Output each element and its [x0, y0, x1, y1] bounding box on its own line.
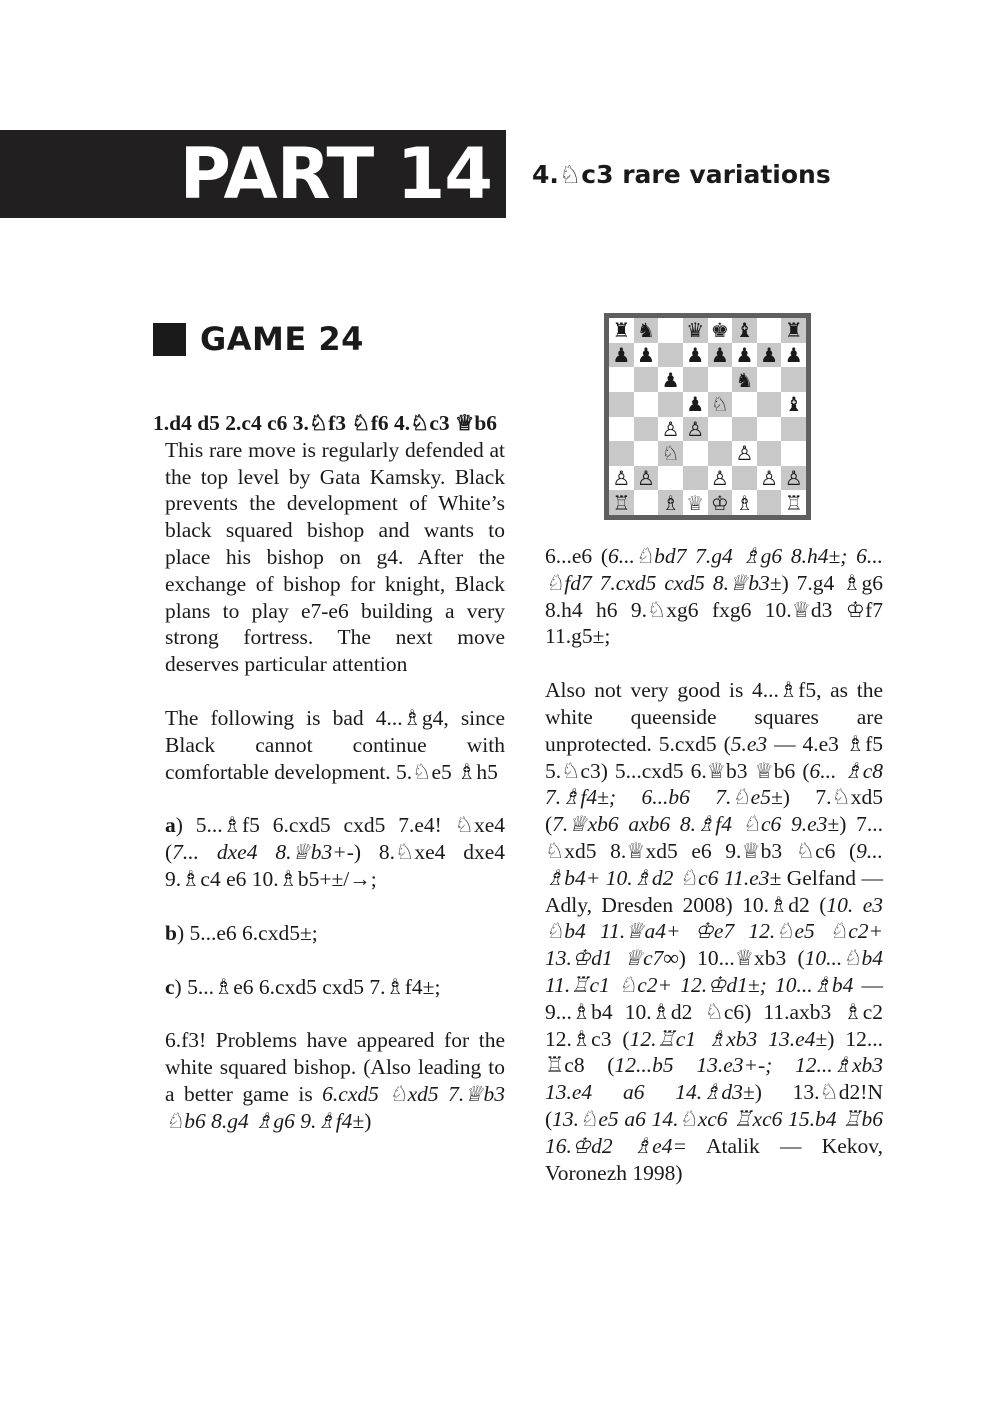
- board-square-piece: ♙: [732, 441, 757, 466]
- board-square-piece: ♝: [781, 392, 806, 417]
- spacer: [153, 893, 505, 920]
- board-square: [781, 367, 806, 392]
- board-square-piece: ♟: [683, 343, 708, 368]
- board-square-piece: ♖: [781, 490, 806, 515]
- board-square-piece: ♞: [634, 318, 659, 343]
- board-square: [609, 441, 634, 466]
- variation-c-label: c: [165, 974, 175, 999]
- spacer: [153, 785, 505, 812]
- board-square: [634, 417, 659, 442]
- f5-text-o: ) 12... ♖c8 (: [545, 1026, 883, 1078]
- f5-text-g: ) 7... ♘xd5 8.♕xd5 e6 9.♕b3 ♘c6 (: [545, 812, 883, 863]
- board-square-piece: ♛: [683, 318, 708, 343]
- board-square: [634, 490, 659, 515]
- part-title: PART 14: [179, 133, 492, 215]
- board-square: [781, 441, 806, 466]
- f5-text-s: Atalik — Kekov, Voronezh 1998): [545, 1133, 883, 1185]
- board-square-piece: ♙: [634, 466, 659, 491]
- board-square: [609, 417, 634, 442]
- board-square-piece: ♟: [781, 343, 806, 368]
- board-square: [757, 490, 782, 515]
- board-square-piece: ♟: [757, 343, 782, 368]
- board-square: [708, 417, 733, 442]
- board-square-piece: ♟: [683, 392, 708, 417]
- f5-text-i: Gelfand — Adly, Dresden 2008) 10.♗d2 (: [545, 865, 883, 917]
- e6-text: 6...e6 (: [545, 544, 609, 568]
- bad-move-paragraph: The following is bad 4...♗g4, since Black cannot continue with comfortable development. 5.♘e5 ♗h5: [165, 705, 505, 784]
- spacer: [545, 650, 883, 677]
- f3-italic: 6.cxd5 ♘xd5 7.♕b3 ♘b6 8.g4 ♗g6 9.♗f4±: [165, 1081, 505, 1133]
- board-square: [781, 417, 806, 442]
- board-square-piece: ♟: [658, 367, 683, 392]
- f3-paragraph: [153, 1027, 505, 1134]
- f5-italic-f: 7.♕xb6 axb6 8.♗f4 ♘c6 9.e3±: [552, 812, 840, 837]
- intro-paragraph: This rare move is regularly defended at the top level by Gata Kamsky. Black prevents the development of White’s black squared bishop and wants to place his bishop on g4. After the exchange of bishop for knight, Black plans to play e7-e6 building a very strong fortress. The next move deserves particular attention: [165, 437, 505, 677]
- right-column: [545, 543, 883, 1186]
- board-square: [683, 466, 708, 491]
- left-column: [153, 410, 505, 1135]
- f5-italic-j: 10. e3 ♘b4 11.♕a4+ ♔e7 12.♘e5 ♘c2+ 13.♔d1 ♕c7∞: [545, 892, 883, 971]
- variation-b-text: ) 5...e6 6.cxd5±;: [176, 920, 318, 945]
- variation-a: [153, 812, 505, 892]
- variation-c: [153, 974, 505, 1001]
- chess-diagram: [604, 313, 811, 520]
- board-square: [609, 367, 634, 392]
- variation-a-text: ) 5...♗f5 6.cxd5 cxd5 7.e4! ♘xe4 (: [165, 813, 505, 865]
- f5-italic-p: 12...b5 13.e3+-; 12...♗xb3 13.e4 a6 14.♗d3±: [545, 1053, 883, 1105]
- variation-b: [153, 920, 505, 947]
- board-square: [732, 466, 757, 491]
- board-square-piece: ♖: [609, 490, 634, 515]
- board-square-piece: ♕: [683, 490, 708, 515]
- f5-italic-l: 10...♘b4 11.♖c1 ♘c2+ 12.♔d1±; 10...♗b4: [545, 946, 884, 997]
- f5-italic-r: 13.♘e5 a6 14.♘xc6 ♖xc6 15.b4 ♖b6 16.♔d2 ♗e4=: [545, 1106, 883, 1158]
- board-square: [708, 367, 733, 392]
- board-square: [757, 392, 782, 417]
- part-banner: [0, 130, 506, 218]
- board-square: [609, 392, 634, 417]
- spacer: [153, 678, 505, 705]
- game-moves: 1.d4 d5 2.c4 c6 3.♘f3 ♘f6 4.♘c3 ♕b6: [153, 411, 498, 435]
- f5-text-q: ) 13.♘d2!N (: [545, 1080, 883, 1131]
- board-square: [757, 318, 782, 343]
- variation-b-label: b: [165, 920, 177, 945]
- f5-text-k: ) 10...♕xb3 (: [678, 946, 805, 971]
- board-square: [757, 367, 782, 392]
- f5-text-a: Also not very good is 4...♗f5, as the white queenside squares are unprotected. 5.cxd5 (: [545, 678, 883, 756]
- f3-close: ): [364, 1108, 372, 1133]
- board-square: [658, 466, 683, 491]
- board-square-piece: ♜: [609, 318, 634, 343]
- board-square-piece: ♘: [708, 392, 733, 417]
- spacer: [153, 947, 505, 974]
- f5-paragraph: [545, 677, 883, 1186]
- board-square: [634, 367, 659, 392]
- f5-italic-n: 12.♖c1 ♗xb3 13.e4±: [629, 1026, 828, 1051]
- f3-text: 6.f3! Problems have appeared for the white squared bishop. (Also leading to a better game is: [165, 1028, 505, 1106]
- f5-text-c: — 4.e3 ♗f5 5.♘c3) 5...cxd5 6.♕b3 ♕b6 (: [545, 731, 883, 783]
- variation-a-label: a: [165, 813, 176, 838]
- board-square-piece: ♘: [658, 441, 683, 466]
- variation-a-italic: 7... dxe4 8.♕b3+-: [172, 840, 354, 865]
- e6-paragraph: [545, 543, 883, 650]
- board-square-piece: ♙: [658, 417, 683, 442]
- board-square: [732, 392, 757, 417]
- board-square-piece: ♙: [781, 466, 806, 491]
- chess-board-grid: [609, 318, 806, 515]
- board-square-piece: ♙: [708, 466, 733, 491]
- board-square: [683, 441, 708, 466]
- board-square: [634, 392, 659, 417]
- e6-text-end: ) 7.g4 ♗g6 8.h4 h6 9.♘xg6 fxg6 10.♕d3 ♔f7 11.g5±;: [545, 570, 883, 649]
- f5-italic-d: 6... ♗c8 7.♗f4±; 6...b6 7.♘e5±: [545, 758, 883, 810]
- board-square-piece: ♗: [658, 490, 683, 515]
- board-square: [708, 441, 733, 466]
- f5-text-e: ) 7.♘xd5 (: [545, 785, 884, 837]
- board-square-piece: ♙: [609, 466, 634, 491]
- f5-italic-h: 9... ♗b4+ 10.♗d2 ♘c6 11.e3±: [545, 838, 883, 890]
- f5-text-m: — 9...♗b4 10.♗d2 ♘c6) 11.axb3 ♗c2 12.♗c3 (: [545, 972, 883, 1051]
- board-square-piece: ♟: [732, 343, 757, 368]
- game-heading: [153, 320, 364, 358]
- variation-c-text: ) 5...♗e6 6.cxd5 cxd5 7.♗f4±;: [174, 974, 441, 999]
- board-square: [658, 318, 683, 343]
- board-square-piece: ♟: [634, 343, 659, 368]
- board-square-piece: ♟: [609, 343, 634, 368]
- board-square: [658, 392, 683, 417]
- variation-a-text-end: ) 8.♘xe4 dxe4 9.♗c4 e6 10.♗b5+±/→;: [165, 840, 505, 891]
- spacer: [153, 1000, 505, 1027]
- board-square-piece: ♜: [781, 318, 806, 343]
- board-square: [732, 417, 757, 442]
- board-square-piece: ♚: [708, 318, 733, 343]
- board-square-piece: ♟: [708, 343, 733, 368]
- board-square-piece: ♗: [732, 490, 757, 515]
- board-square: [634, 441, 659, 466]
- f5-italic-b: 5.e3: [730, 731, 768, 756]
- part-subtitle: 4.♘c3 rare variations: [532, 160, 831, 189]
- board-square-piece: ♙: [757, 466, 782, 491]
- heading-square-icon: [153, 323, 186, 356]
- e6-italic: 6...♘bd7 7.g4 ♗g6 8.h4±; 6... ♘fd7 7.cxd5 cxd5 8.♕b3±: [545, 544, 883, 595]
- board-square-piece: ♞: [732, 367, 757, 392]
- board-square: [658, 343, 683, 368]
- game-title: GAME 24: [200, 320, 364, 358]
- board-square: [683, 367, 708, 392]
- board-square-piece: ♝: [732, 318, 757, 343]
- board-square-piece: ♔: [708, 490, 733, 515]
- board-square: [757, 441, 782, 466]
- board-square: [757, 417, 782, 442]
- board-square-piece: ♙: [683, 417, 708, 442]
